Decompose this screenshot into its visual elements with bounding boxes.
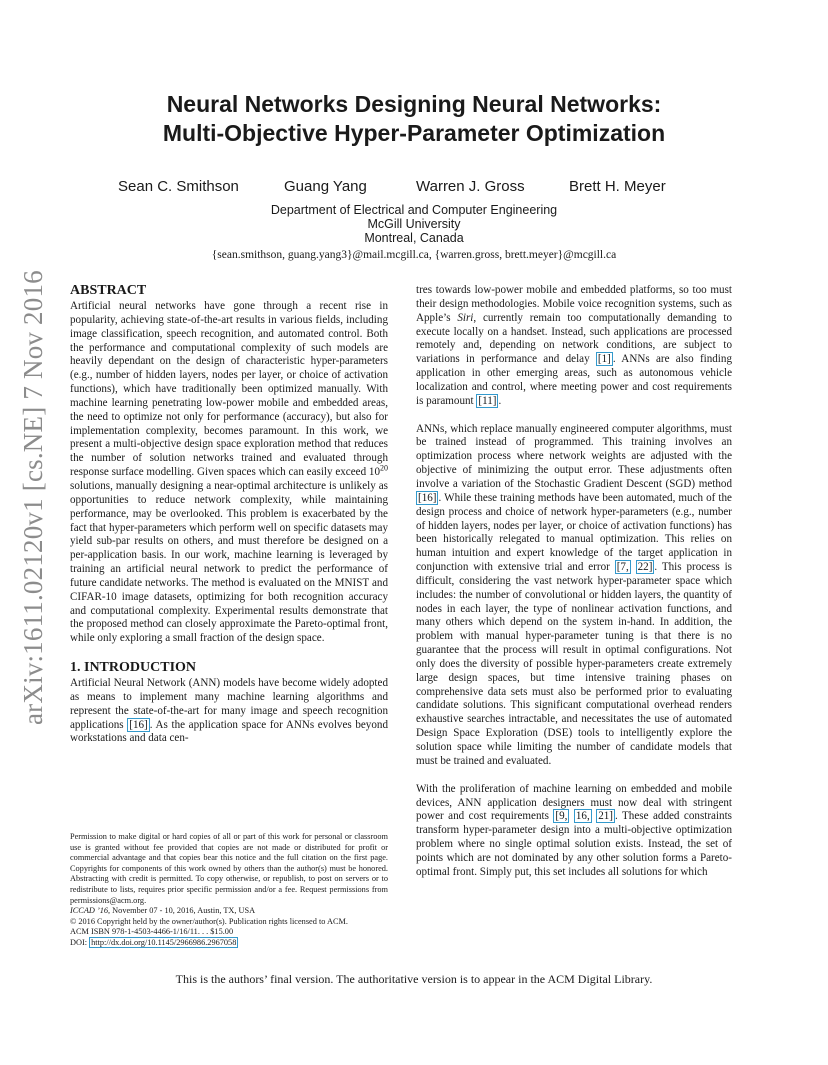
intro-paragraph [70, 677, 388, 746]
citation-link[interactable]: [1] [597, 353, 611, 366]
paper-title [70, 90, 758, 148]
affiliation-location: Montreal, Canada [364, 231, 464, 245]
citation-link[interactable]: 22] [637, 561, 653, 574]
citation-link[interactable]: [16] [129, 718, 148, 731]
intro-paragraph [416, 783, 732, 880]
body-text: . While these training methods have been automated, much of the design process and choice of network hyper-parameters (e.g., number of hidden layers, nodes per layer, or choice of activation functions) has been historically relegated to manual optimization. This relies on human intuition and expert knowledge of the target application in conjunction with extensive trial and error [416, 491, 732, 574]
left-column [70, 282, 388, 746]
affiliation [70, 203, 758, 245]
citation-link[interactable]: 16, [575, 810, 590, 823]
version-note: This is the authors’ final version. The authoritative version is to appear in the ACM Digital Library. [175, 972, 653, 986]
body-text: ANNs, which replace manually engineered computer algorithms, must be trained instead of programmed. This training involves an optimization process where network weights are adjusted with the objective of minimizing the output error. These adjustments often involve a variation of the Stochastic Gradient Descent (SGD) method [416, 422, 732, 490]
conference-details: , November 07 - 10, 2016, Austin, TX, USA [108, 906, 256, 916]
right-column [416, 284, 732, 880]
body-text: Artificial Neural Network (ANN) models have become widely adopted as means to implement many machine learning algorithms and represent the state-of-the-art for many image and speech recognition applications [70, 677, 388, 731]
citation-link[interactable]: [7, [616, 561, 629, 574]
affiliation-university: McGill University [367, 217, 461, 231]
copyright-footnote [70, 832, 388, 949]
body-text: . As the application space for ANNs evolves beyond workstations and data cen- [70, 718, 388, 745]
conference-line [70, 906, 388, 917]
abstract-paragraph [70, 300, 388, 646]
body-text: . ANNs are also finding application in other emerging areas, such as autonomous vehicle localization and control, where meeting power and cost requirements is paramount [416, 353, 732, 407]
doi-label: DOI: [70, 937, 90, 947]
citation-link[interactable]: [11] [478, 394, 497, 407]
body-text: tres towards low-power mobile and embedded platforms, so too must their design methodologies. Mobile voice recognition systems, such as Apple’s [416, 284, 732, 324]
author-name: Warren J. Gross [416, 178, 525, 195]
author-emails: {sean.smithson, guang.yang3}@mail.mcgill.ca, {warren.gross, brett.meyer}@mcgill.ca [211, 249, 617, 261]
introduction-heading: 1. INTRODUCTION [70, 660, 197, 676]
intro-paragraph [416, 423, 732, 769]
exponent: 20 [380, 463, 388, 473]
copyright-line: © 2016 Copyright held by the owner/author(s). Publication rights licensed to ACM. [70, 916, 348, 926]
doi-link[interactable]: http://dx.doi.org/10.1145/2966986.2967058 [91, 937, 237, 947]
body-text: With the proliferation of machine learning on embedded and mobile devices, ANN application designers must now deal with stringent power and cost requirements [416, 782, 732, 823]
citation-link[interactable]: [9, [555, 810, 568, 823]
title-line-1: Neural Networks Designing Neural Networks: [166, 91, 662, 117]
body-text: . These added constraints transform hyper-parameter design into a multi-objective optimization problem where no single optimal solution exists. Instead, the set of points which are not dominated by any other solution forms a Pareto-optimal front. Simply put, this set includes all solutions for which [416, 810, 732, 878]
abstract-heading: ABSTRACT [70, 283, 147, 298]
intro-paragraph [416, 284, 732, 409]
author-name: Brett H. Meyer [569, 178, 666, 195]
citation-link[interactable]: [16] [418, 491, 437, 504]
body-text: , currently remain too computationally demanding to execute locally on a handset. Instead, such applications are processed remotely and, depending on network conditions, are subject to variations in performance and delay [416, 311, 732, 366]
author-name: Guang Yang [284, 178, 367, 195]
doi-line [70, 938, 388, 949]
body-text: . This process is difficult, considering the vast network hyper-parameter space which includes: the number of convolutional or hidden layers, the quantity of nodes in each layer, the type of nonlinear activation functions, and many others which depend on the system in-hand. In addition, the problem with manual hyper-parameter tuning is that there is no guarantee that the process will result in optimal configurations. Not only does the diversity of possible hyper-parameters create extremely large design spaces, but time intensive training phases on comprehensive data sets must also be performed prior to evaluating candidate solutions. This significant computational overhead renders exhaustive searches intractable, and necessitates the use of automated Design Space Exploration (DSE) tools to intelligently explore the solution space while limiting the number of candidate models that must be trained and evaluated. [416, 561, 733, 767]
arxiv-identifier: arXiv:1611.02120v1 [cs.NE] 7 Nov 2016 [18, 270, 48, 725]
citation-link[interactable]: 21] [598, 810, 613, 823]
abstract-text-part: solutions, manually designing a near-optimal architecture is unlikely as opportunities to reduce network complexity, while maintaining performance, may be overlooked. This problem is exacerbated by the fact that hyper-parameters which perform well on specific datasets may yield sub-par results on others, and must therefore be designed on a per-application basis. In our work, machine learning is leveraged by training an artificial neural network to predict the performance of future candidate networks. The method is evaluated on the MNIST and CIFAR-10 image datasets, optimizing for both recognition accuracy and computational complexity. Experimental results demonstrate that the proposed method can closely approximate the Pareto-optimal front, while only exploring a small fraction of the design space. [70, 479, 388, 645]
emphasis-text: Siri [457, 311, 474, 324]
isbn-line: ACM ISBN 978-1-4503-4466-1/16/11. . . $15.00 [70, 927, 234, 937]
abstract-text-part: Artificial neural networks have gone through a recent rise in popularity, achieving state-of-the-art results in various fields, including image classification, speech recognition, and automated control. Both the performance and computational complexity of such models are heavily dependant on the design of characteristic hyper-parameters (e.g., number of hidden layers, nodes per layer, or choice of activation functions), which have traditionally been optimized manually. With machine learning penetrating low-power mobile and embedded areas, the need to optimize not only for performance (accuracy), but also for implementation complexity, becomes paramount. In this work, we present a multi-objective design space exploration method that reduces the number of solution networks trained and evaluated through response surface modelling. Given spaces which can easily exceed 10 [70, 300, 388, 479]
conference-name: ICCAD ’16 [70, 906, 109, 916]
author-name: Sean C. Smithson [118, 178, 239, 195]
title-line-2: Multi-Objective Hyper-Parameter Optimization [162, 120, 666, 146]
body-text: . [498, 394, 502, 407]
author-list [70, 178, 758, 198]
permission-notice: Permission to make digital or hard copies of all or part of this work for personal or classroom use is granted without fee provided that copies are not made or distributed for profit or commercial advantage and that copies bear this notice and the full citation on the first page. Copyrights for components of this work owned by others than the author(s) must be honored. Abstracting with credit is permitted. To copy otherwise, or republish, to post on servers or to redistribute to lists, requires prior specific permission and/or a fee. Request permissions from permissions@acm.org. [70, 832, 388, 905]
affiliation-department: Department of Electrical and Computer Engineering [270, 203, 558, 217]
